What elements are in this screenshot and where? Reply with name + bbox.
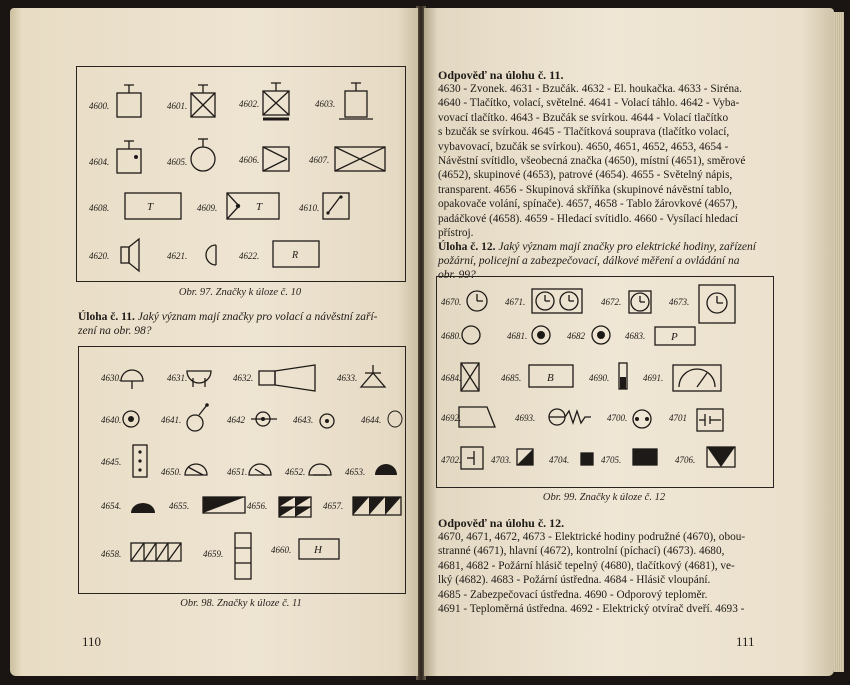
fig99-label: 4684. — [441, 373, 462, 383]
fig98-label: 4640. — [101, 415, 122, 425]
fig98-label: 4644. — [361, 415, 382, 425]
fig98-label: 4645. — [101, 457, 122, 467]
page-number-left: 110 — [82, 634, 102, 649]
fig98-label: 4660. — [271, 545, 292, 555]
answer-12-heading: Odpověď na úlohu č. 12. — [438, 516, 565, 530]
fig99-label: 4670. — [441, 297, 462, 307]
figure-99-box — [436, 276, 774, 488]
fig99-label: 4704. — [549, 455, 570, 465]
left-page — [10, 8, 418, 676]
task-11-question-line: Jaký význam mají značky pro volací a návěstní zaří- — [137, 311, 378, 323]
fig97-label: 4600. — [89, 101, 110, 111]
fig98-label: 4657. — [323, 501, 344, 511]
fig98-label: 4653. — [345, 467, 366, 477]
fig99-label: 4705. — [601, 455, 622, 465]
fig99-label: 4683. — [625, 331, 646, 341]
figure-97-symbols — [77, 67, 405, 281]
figure-99-caption: Obr. 99. Značky k úloze č. 12 — [542, 492, 666, 503]
task-12-question-line: obr. 99? — [438, 269, 476, 281]
answer-line: opakovače volání, spínače). 4657, 4658 - Tablo žárovkové (4657), — [438, 198, 738, 211]
fig99-label: 4703. — [491, 455, 512, 465]
fig98-label: 4633. — [337, 373, 358, 383]
fig97-box-letter: R — [292, 250, 299, 261]
fig97-label: 4606. — [239, 155, 260, 165]
task-11-number: Úloha č. 11. — [78, 311, 135, 323]
task-11-question-line: zení na obr. 98? — [78, 325, 152, 337]
fig97-box-letter: T — [147, 201, 154, 213]
fig99-label: 4682 — [567, 331, 585, 341]
fig98-label: 4659. — [203, 549, 224, 559]
fig99-label: 4671. — [505, 297, 526, 307]
figure-98-caption: Obr. 98. Značky k úloze č. 11 — [180, 598, 302, 609]
answer-line: padáčkové (4658). 4659 - Hledací svítidlo. 4660 - Vysílací hledací — [438, 212, 739, 225]
answer-line: 4630 - Zvonek. 4631 - Bzučák. 4632 - El. houkačka. 4633 - Siréna. — [438, 83, 743, 95]
task-12-question-line: požární, policejní a zabezpečovací, dálkové měření a ovládání na — [438, 255, 740, 267]
page-edges — [834, 12, 844, 672]
fig98-label: 4655. — [169, 501, 190, 511]
answer-line: přístroj. — [438, 227, 474, 240]
answer-12-text — [438, 530, 770, 616]
answer-11-heading: Odpověď na úlohu č. 11. — [438, 68, 564, 82]
fig98-label: 4631. — [167, 373, 188, 383]
fig98-label: 4632. — [233, 373, 254, 383]
answer-line: stranné (4671), hlavní (4672), kontrolní (píchací) (4673). 4680, — [438, 545, 725, 558]
answer-line: 4640 - Tlačítko, volací, světelné. 4641 - Volací táhlo. 4642 - Vyba- — [438, 97, 740, 110]
answer-line: Návěstní svítidlo, všeobecná značka (4650), místní (4651), směrové — [438, 155, 746, 168]
fig97-label: 4604. — [89, 157, 110, 167]
fig98-label: 4656. — [247, 501, 268, 511]
fig99-label: 4673. — [669, 297, 690, 307]
fig97-label: 4605. — [167, 157, 188, 167]
fig99-label: 4672. — [601, 297, 622, 307]
answer-line: (4652), skupinové (4653), patrové (4654). 4655 - Světelný nápis, — [438, 169, 733, 182]
figure-97-caption: Obr. 97. Značky k úloze č. 10 — [178, 287, 302, 298]
fig99-box-letter: P — [671, 331, 678, 343]
answer-line: vybavovací, bzučák se svírkou). 4650, 4651, 4652, 4653, 4654 - — [438, 140, 729, 153]
fig97-label: 4603. — [315, 99, 336, 109]
fig98-label: 4650. — [161, 467, 182, 477]
fig99-label: 4692. — [441, 413, 462, 423]
fig97-label: 4610. — [299, 203, 320, 213]
fig97-label: 4621. — [167, 251, 188, 261]
task-12-question-line: Jaký význam mají značky pro elektrické hodiny, zařízení — [498, 241, 756, 253]
fig98-label: 4630. — [101, 373, 122, 383]
fig99-label: 4681. — [507, 331, 528, 341]
fig99-label: 4691. — [643, 373, 664, 383]
fig99-label: 4700. — [607, 413, 628, 423]
answer-line: lký (4682). 4683 - Požární ústředna. 4684 - Hlásič vloupání. — [438, 574, 711, 587]
fig99-label: 4685. — [501, 373, 522, 383]
answer-line: 4681, 4682 - Požární hlásič tepelný (4680), tlačítkový (4681), ve- — [438, 559, 735, 572]
fig99-label: 4680. — [441, 331, 462, 341]
answer-11-text — [438, 82, 768, 240]
fig99-box-letter: B — [547, 372, 554, 384]
fig98-label: 4642 — [227, 415, 245, 425]
fig97-label: 4602. — [239, 99, 260, 109]
figure-99-symbols — [437, 277, 773, 487]
fig97-label: 4607. — [309, 155, 330, 165]
task-12-number: Úloha č. 12. — [438, 241, 496, 253]
figure-97-box — [76, 66, 406, 282]
right-page — [424, 8, 834, 676]
fig97-label: 4608. — [89, 203, 110, 213]
fig97-label: 4620. — [89, 251, 110, 261]
answer-line: s bzučák se svírkou. 4645 - Tlačítková souprava (tlačítko volací, — [438, 126, 730, 139]
fig99-label: 4693. — [515, 413, 536, 423]
answer-line: 4685 - Zabezpečovací ústředna. 4690 - Odporový teploměr. — [438, 588, 708, 601]
answer-line: transparent. 4656 - Skupinová skříňka (skupinové návěstní tablo, — [438, 183, 732, 196]
fig97-box-letter: T — [256, 201, 263, 213]
fig97-label: 4609. — [197, 203, 218, 213]
fig99-label: 4706. — [675, 455, 696, 465]
fig98-label: 4654. — [101, 501, 122, 511]
page-number-right: 111 — [736, 634, 755, 649]
figure-98-symbols — [79, 347, 405, 593]
fig98-label: 4658. — [101, 549, 122, 559]
fig99-label: 4690. — [589, 373, 610, 383]
fig97-label: 4601. — [167, 101, 188, 111]
fig99-label: 4702. — [441, 455, 462, 465]
fig98-label: 4643. — [293, 415, 314, 425]
fig99-label: 4701 — [669, 413, 687, 423]
figure-98-box — [78, 346, 406, 594]
answer-line: 4691 - Teploměrná ústředna. 4692 - Elektrický otvírač dveří. 4693 - — [438, 603, 745, 616]
answer-line: 4670, 4671, 4672, 4673 - Elektrické hodiny podružné (4670), obou- — [438, 531, 746, 543]
fig98-label: 4652. — [285, 467, 306, 477]
fig97-label: 4622. — [239, 251, 260, 261]
fig98-label: 4641. — [161, 415, 182, 425]
fig98-label: 4651. — [227, 467, 248, 477]
answer-line: vovací tlačítko. 4643 - Bzučák se svírkou. 4644 - Volací tlačítko — [438, 111, 729, 124]
task-11 — [78, 310, 408, 338]
fig98-box-letter: H — [314, 544, 322, 556]
